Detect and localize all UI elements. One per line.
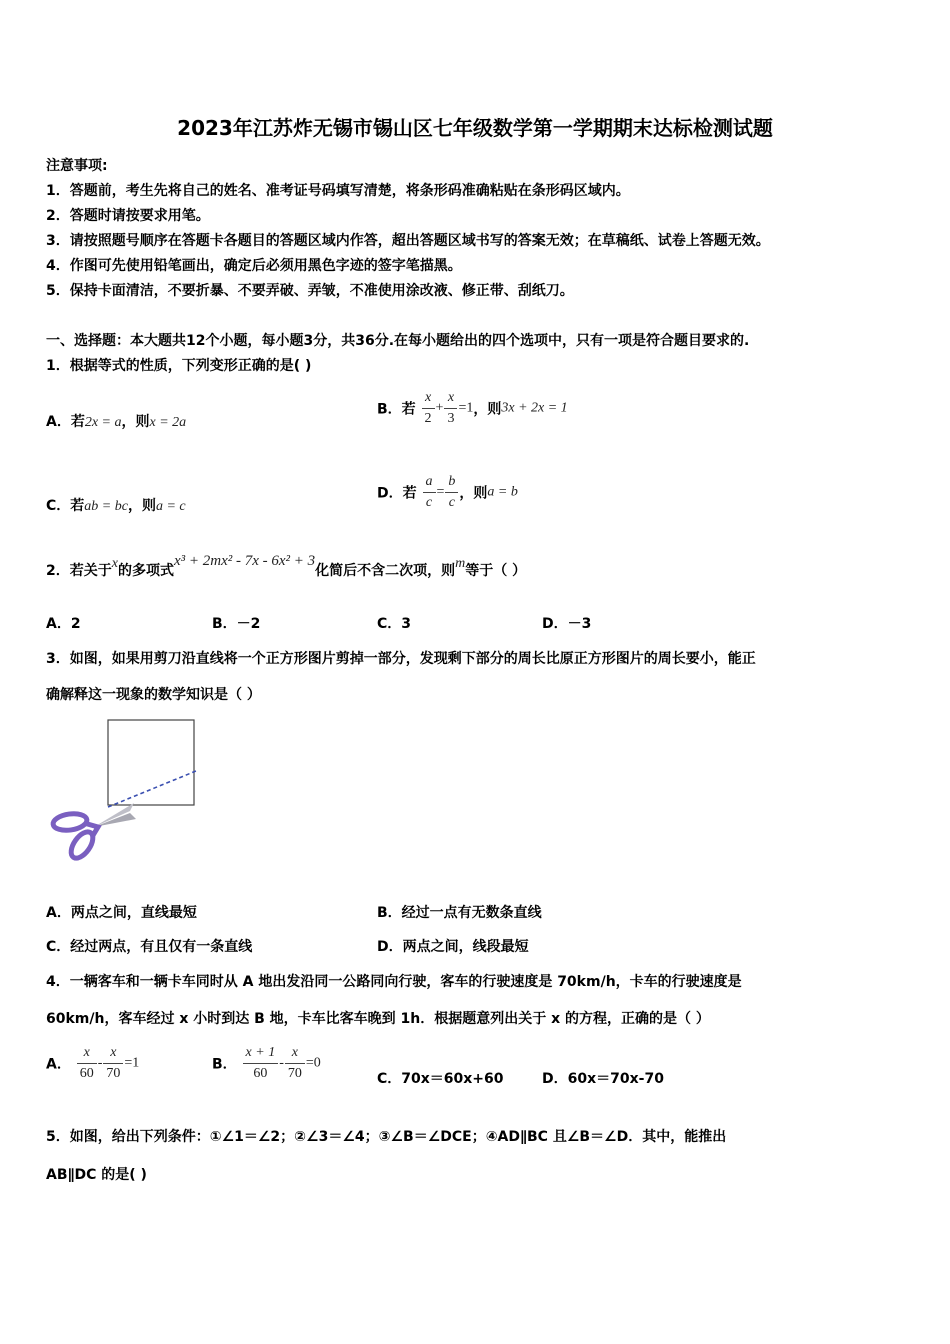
q4-b-f1-num: x + 1: [243, 1043, 279, 1064]
q1-d-label: D．: [377, 485, 403, 502]
q4-b-frac2: [285, 1043, 305, 1084]
q4-a-f2-num: x: [103, 1043, 123, 1064]
q1-b-frac2: [444, 388, 457, 429]
q1-d-f2-den: c: [448, 495, 456, 510]
q1-b-eq: =1: [458, 400, 474, 416]
scissors-icon: [52, 803, 136, 862]
note-item-4: 4．作图可先使用铅笔画出，确定后必须用黑色字迹的签字笔描黑。: [46, 258, 462, 274]
q4-option-c[interactable]: C．70x＝60x+60: [377, 1071, 504, 1087]
q1-d-eq: =: [436, 484, 445, 500]
note-item-2: 2．答题时请按要求用笔。: [46, 208, 210, 224]
q2-option-d[interactable]: D．－3: [542, 616, 592, 632]
q1-stem: 1．根据等式的性质，下列变形正确的是( ): [46, 358, 312, 374]
q1-d-f1-num: a: [423, 472, 436, 493]
q1-c-label: C．: [46, 498, 71, 514]
q4-line-1: 4．一辆客车和一辆卡车同时从 A 地出发沿同一公路同向行驶，客车的行驶速度是 70km/h，卡车的行驶速度是: [46, 974, 742, 990]
q2-var-x: x: [111, 556, 118, 571]
q1-option-c[interactable]: [46, 495, 186, 515]
q4-a-eq: =1: [124, 1055, 140, 1071]
q3-option-d[interactable]: D．两点之间，线段最短: [377, 939, 529, 955]
q3-option-c[interactable]: C．经过两点，有且仅有一条直线: [46, 939, 253, 955]
q1-a-cond: 2x = a: [84, 415, 122, 430]
section-heading: 一、选择题：本大题共12个小题，每小题3分，共36分.在每小题给出的四个选项中，只有一项是符合题目要求的.: [46, 333, 750, 349]
cut-line: [108, 771, 196, 807]
q4-a-minus: -: [97, 1055, 103, 1071]
q4-a-f2-den: 70: [106, 1066, 121, 1081]
q4-a-label: A．: [46, 1056, 71, 1073]
note-item-3: 3．请按照题号顺序在答题卡各题目的答题区域内作答，超出答题区域书写的答案无效；在草稿纸、试卷上答题无效。: [46, 233, 770, 249]
q2-var-m: m: [455, 556, 466, 571]
q3-option-a[interactable]: A．两点之间，直线最短: [46, 905, 197, 921]
q1-b-frac1: [422, 388, 435, 429]
q1-c-result: a = c: [155, 499, 186, 514]
q3-option-b[interactable]: B．经过一点有无数条直线: [377, 905, 542, 921]
q3-line-2: 确解释这一现象的数学知识是（ ）: [46, 687, 261, 703]
q1-option-d[interactable]: [377, 472, 518, 513]
q4-option-b[interactable]: [212, 1043, 321, 1084]
q1-d-then: ，则: [459, 485, 488, 502]
q4-option-a[interactable]: [46, 1043, 139, 1084]
q4-b-f1-den: 60: [253, 1066, 268, 1081]
page-title: 2023年江苏炸无锡市锡山区七年级数学第一学期期末达标检测试题: [177, 116, 773, 140]
q4-option-d[interactable]: D．60x＝70x-70: [542, 1071, 664, 1087]
q4-line-2: 60km/h，客车经过 x 小时到达 B 地，卡车比客车晚到 1h．根据题意列出关于 x 的方程，正确的是（ ）: [46, 1011, 710, 1027]
q1-a-then: ，则: [121, 414, 150, 430]
q3-line-1: 3．如图，如果用剪刀沿直线将一个正方形图片剪掉一部分，发现剩下部分的周长比原正方形图片的周长要小，能正: [46, 651, 756, 667]
notes-heading: 注意事项:: [46, 158, 108, 174]
q1-c-then: ，则: [127, 498, 156, 514]
q1-option-b[interactable]: [377, 388, 568, 429]
q4-a-f1-num: x: [77, 1043, 97, 1064]
q2-stem: [46, 553, 527, 580]
q1-d-f2-num: b: [445, 472, 458, 493]
q1-b-plus: +: [435, 400, 444, 416]
q1-d-frac2: [445, 472, 458, 513]
q1-c-if: 若: [70, 498, 85, 514]
q1-d-result: a = b: [487, 484, 518, 500]
q2-option-a[interactable]: A．2: [46, 616, 81, 632]
q1-a-label: A．: [46, 414, 71, 430]
q1-b-result: 3x + 2x = 1: [501, 400, 568, 416]
q2-option-b[interactable]: B．－2: [212, 616, 261, 632]
q4-b-label: B．: [212, 1056, 237, 1073]
q4-b-f2-den: 70: [287, 1066, 302, 1081]
q1-b-then: ，则: [473, 401, 502, 418]
q4-a-frac1: [77, 1043, 97, 1084]
q2-end: 等于（ ）: [465, 563, 527, 579]
q4-b-frac1: [243, 1043, 279, 1084]
q1-b-f2-den: 3: [447, 411, 455, 426]
q1-b-f1-den: 2: [424, 411, 432, 426]
q4-a-f1-den: 60: [79, 1066, 94, 1081]
q1-option-a[interactable]: [46, 411, 186, 431]
q2-option-c[interactable]: C．3: [377, 616, 412, 632]
q1-b-f2-num: x: [444, 388, 457, 409]
q5-line-1: 5．如图，给出下列条件：①∠1＝∠2；②∠3＝∠4；③∠B＝∠DCE；④AD∥BC 且∠B＝∠D．其中，能推出: [46, 1129, 727, 1145]
note-item-5: 5．保持卡面清洁，不要折暴、不要弄破、弄皱，不准使用涂改液、修正带、刮纸刀。: [46, 283, 574, 299]
square-shape: [108, 720, 194, 805]
q1-b-label: B．: [377, 401, 402, 418]
q2-pre: 2．若关于: [46, 563, 112, 579]
q1-b-if: 若: [401, 401, 416, 418]
q2-post: 化简后不含二次项，则: [315, 563, 456, 579]
q1-d-if: 若: [402, 485, 417, 502]
q4-b-f2-num: x: [285, 1043, 305, 1064]
q2-mid: 的多项式: [117, 563, 174, 579]
q1-b-f1-num: x: [422, 388, 435, 409]
q3-figure: [46, 715, 206, 865]
q2-polynomial: x³ + 2mx² - 7x - 6x² + 3: [173, 553, 316, 569]
q4-a-frac2: [103, 1043, 123, 1084]
note-item-1: 1．答题前，考生先将自己的姓名、准考证号码填写清楚，将条形码准确粘贴在条形码区域内。: [46, 183, 630, 199]
q1-a-result: x = 2a: [149, 415, 187, 430]
q4-b-minus: -: [279, 1055, 284, 1071]
q4-b-eq: =0: [305, 1055, 321, 1071]
q1-c-cond: ab = bc: [84, 499, 128, 514]
q1-a-if: 若: [70, 414, 85, 430]
q1-d-frac1: [423, 472, 436, 513]
q1-d-f1-den: c: [425, 495, 433, 510]
q5-line-2: AB∥DC 的是( ): [46, 1167, 147, 1183]
